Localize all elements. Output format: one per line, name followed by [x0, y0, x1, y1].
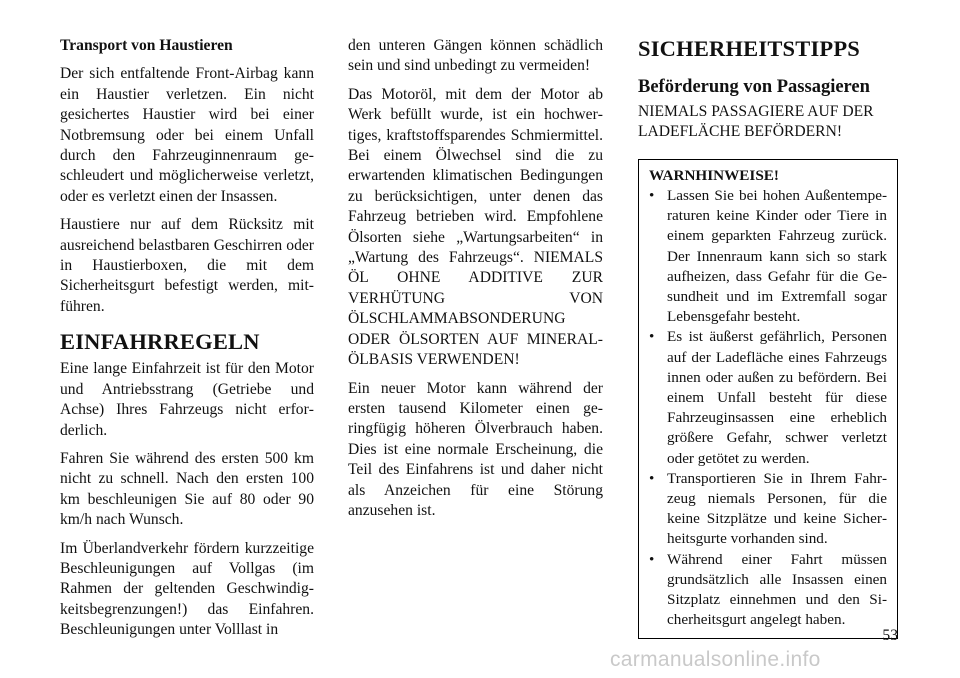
warning-item	[649, 327, 887, 468]
warning-title: WARNHINWEISE!	[649, 166, 779, 184]
pet-transport-heading: Transport von Haustieren	[60, 37, 233, 54]
bullet-icon: •	[649, 550, 655, 568]
warning-item-text: Während einer Fahrt müssen grundsätzlich alle Insassen einen Sitzplatz einnehmen und den Sicherheitsgurt angelegt haben.	[667, 550, 887, 629]
engine-oil-paragraph: Das Motoröl, mit dem der Motor ab Werk befüllt wurde, ist ein hochwertiges, kraftstoffsparendes Schmiermittel. Bei einem Ölwechsel sind die zu erwartenden klimatischen Bedingungen zu berücksichtigen, unter denen das Fahrzeug betrieben wird. Empfohlene Ölsorten siehe „Wartungsarbeiten“ in „Wartung des Fahrzeugs“. NIEMALS ÖL OHNE ADDITIVE ZUR VERHÜTUNG VON ÖLSCHLAMMABSONDERUNG ODER ÖLSORTEN AUF MINERALÖLBASIS VERWENDEN!	[348, 85, 603, 369]
no-passengers-in-cargo-notice: NIEMALS PASSAGIERE AUF DER LADEFLÄCHE BEFÖRDERN!	[638, 103, 874, 141]
warning-item-text: Lassen Sie bei hohen Außentemperaturen keine Kinder oder Tiere in einem geparkten Fahrzeug zurück. Der Innenraum kann sich so stark aufheizen, dass Gefahr für die Gesundheit und im Extremfall sogar Lebensgefahr besteht.	[667, 187, 887, 326]
break-in-paragraph-3: Im Überlandverkehr fördern kurzzeitige Beschleunigungen auf Vollgas (im Rahmen der geltenden Geschwindigkeitsbegrenzungen!) das Einfahren. Beschleunigungen unter Volllast in	[60, 539, 314, 639]
column-left	[60, 36, 314, 649]
bullet-icon: •	[649, 469, 655, 487]
warning-item	[649, 469, 887, 550]
oil-consumption-paragraph: Ein neuer Motor kann während der ersten tausend Kilometer einen geringfügig höheren Ölverbrauch haben. Dies ist eine normale Erscheinung, die Teil des Einfahrens ist und daher nicht als Anzeichen für eine Störung anzusehen ist.	[348, 379, 603, 519]
break-in-heading: EINFAHRREGELN	[60, 329, 260, 355]
break-in-paragraph-1: Eine lange Einfahrzeit ist für den Motor und Antriebsstrang (Getriebe und Achse) Ihres Fahrzeugs nicht erforderlich.	[60, 360, 314, 439]
bullet-icon: •	[649, 187, 655, 205]
pet-paragraph-1: Der sich entfaltende Front-Airbag kann ein Haustier verletzen. Ein nicht gesichertes Haustier wird bei einer Notbremsung oder bei einem Unfall durch den Fahrzeuginnenraum geschleudert und möglicherweise verletzt, oder es verletzt einen der Insassen.	[60, 65, 314, 205]
pet-paragraph-2: Haustiere nur auf dem Rücksitz mit ausreichend belastbaren Geschirren oder in Haustierboxen, die mit dem Sicherheitsgurt befestigt werden, mitführen.	[60, 216, 314, 315]
page-number: 53	[882, 627, 898, 644]
warning-list	[649, 186, 887, 630]
warning-item	[649, 186, 887, 327]
warning-item-text: Es ist äußerst gefährlich, Personen auf der Ladefläche eines Fahrzeugs innen oder außen zu befördern. Bei einem Unfall besteht für diese Fahrzeuginsassen eine erheblich größere Gefahr, schwer verletzt oder getötet zu werden.	[667, 328, 887, 467]
watermark: carmanualsonline.info	[610, 648, 821, 671]
passenger-transport-heading: Beförderung von Passagieren	[638, 77, 870, 97]
warning-item	[649, 550, 887, 631]
break-in-paragraph-2: Fahren Sie während des ersten 500 km nicht zu schnell. Nach den ersten 100 km beschleunigen Sie auf 80 oder 90 km/h nach Wunsch.	[60, 449, 314, 529]
safety-tips-heading: SICHERHEITSTIPPS	[638, 36, 861, 61]
warning-item-text: Transportieren Sie in Ihrem Fahrzeug niemals Personen, für die keine Sitzplätze und keine Sicherheitsgurte vorhanden sind.	[667, 469, 887, 548]
break-in-paragraph-4: den unteren Gängen können schädlich sein und sind unbedingt zu vermeiden!	[348, 37, 603, 75]
warning-box	[638, 159, 898, 640]
bullet-icon: •	[649, 328, 655, 346]
column-middle	[348, 36, 603, 529]
column-right	[638, 36, 898, 639]
